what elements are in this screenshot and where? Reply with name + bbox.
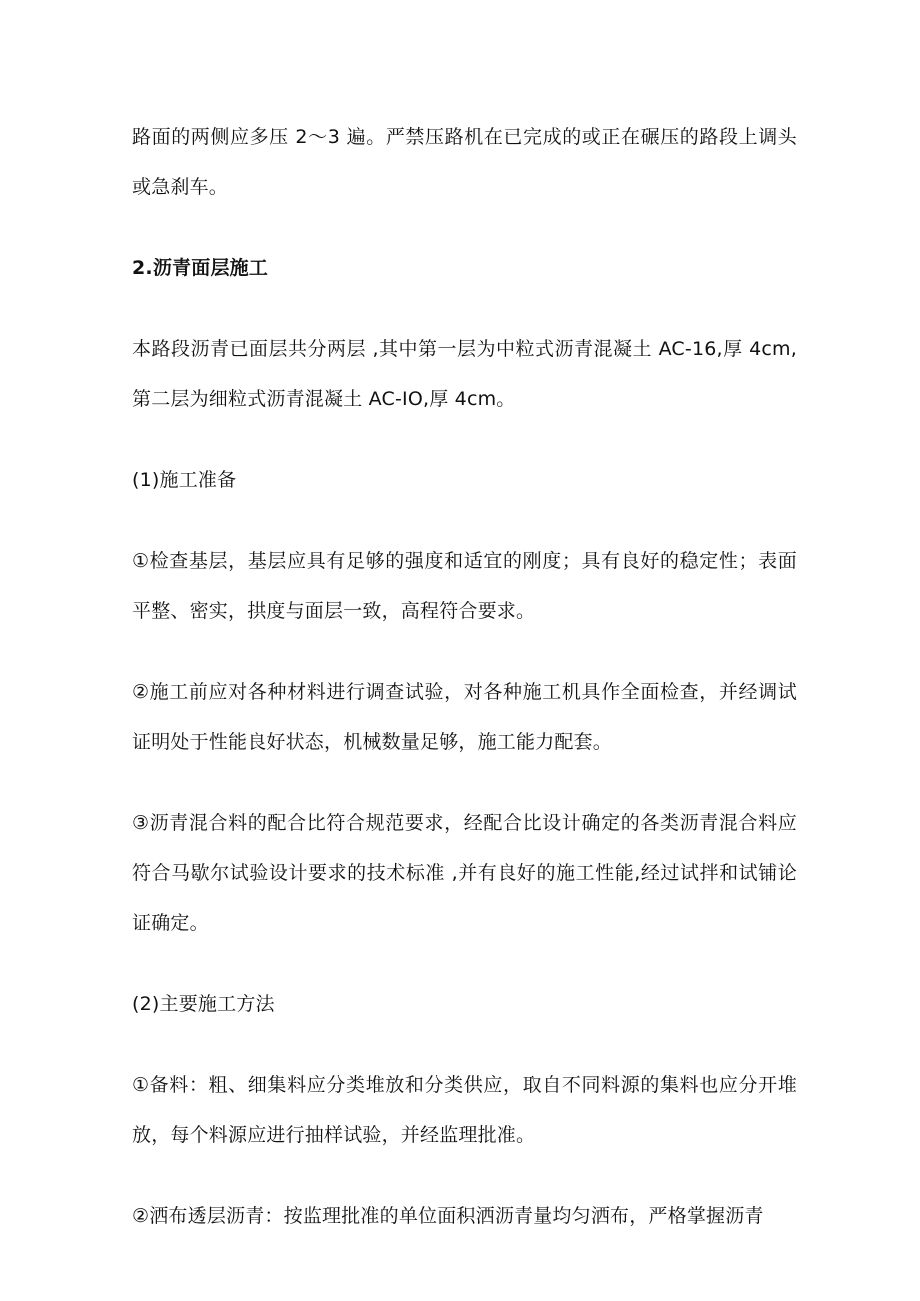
- paragraph-surface-layers: 本路段沥青已面层共分两层 ,其中第一层为中粒式沥青混凝土 AC-16,厚 4cm,第二层为细粒式沥青混凝土 AC-IO,厚 4cm。: [132, 338, 797, 410]
- subheading-main-construction-methods: (2)主要施工方法: [132, 993, 275, 1015]
- subheading-construction-preparation: (1)施工准备: [132, 469, 237, 491]
- paragraph-roller-compaction: 路面的两侧应多压 2～3 遍。严禁压路机在已完成的或正在碾压的路段上调头或急刹车。: [132, 126, 797, 198]
- paragraph-method-item-1: ①备料：粗、细集料应分类堆放和分类供应，取自不同料源的集料也应分开堆放，每个料源应进行抽样试验，并经监理批准。: [132, 1074, 797, 1146]
- section-heading-asphalt-surface: 2.沥青面层施工: [132, 257, 269, 279]
- paragraph-prep-item-3: ③沥青混合料的配合比符合规范要求，经配合比设计确定的各类沥青混合料应符合马歇尔试验设计要求的技术标准 ,并有良好的施工性能,经过试拌和试铺论证确定。: [132, 812, 797, 934]
- paragraph-method-item-2: ②洒布透层沥青：按监理批准的单位面积洒沥青量均匀洒布，严格掌握沥青: [132, 1205, 764, 1227]
- paragraph-prep-item-2: ②施工前应对各种材料进行调查试验，对各种施工机具作全面检查，并经调试证明处于性能良好状态，机械数量足够，施工能力配套。: [132, 681, 797, 753]
- paragraph-prep-item-1: ①检查基层，基层应具有足够的强度和适宜的刚度；具有良好的稳定性；表面平整、密实，拱度与面层一致，高程符合要求。: [132, 550, 797, 622]
- document-body: [132, 112, 797, 1272]
